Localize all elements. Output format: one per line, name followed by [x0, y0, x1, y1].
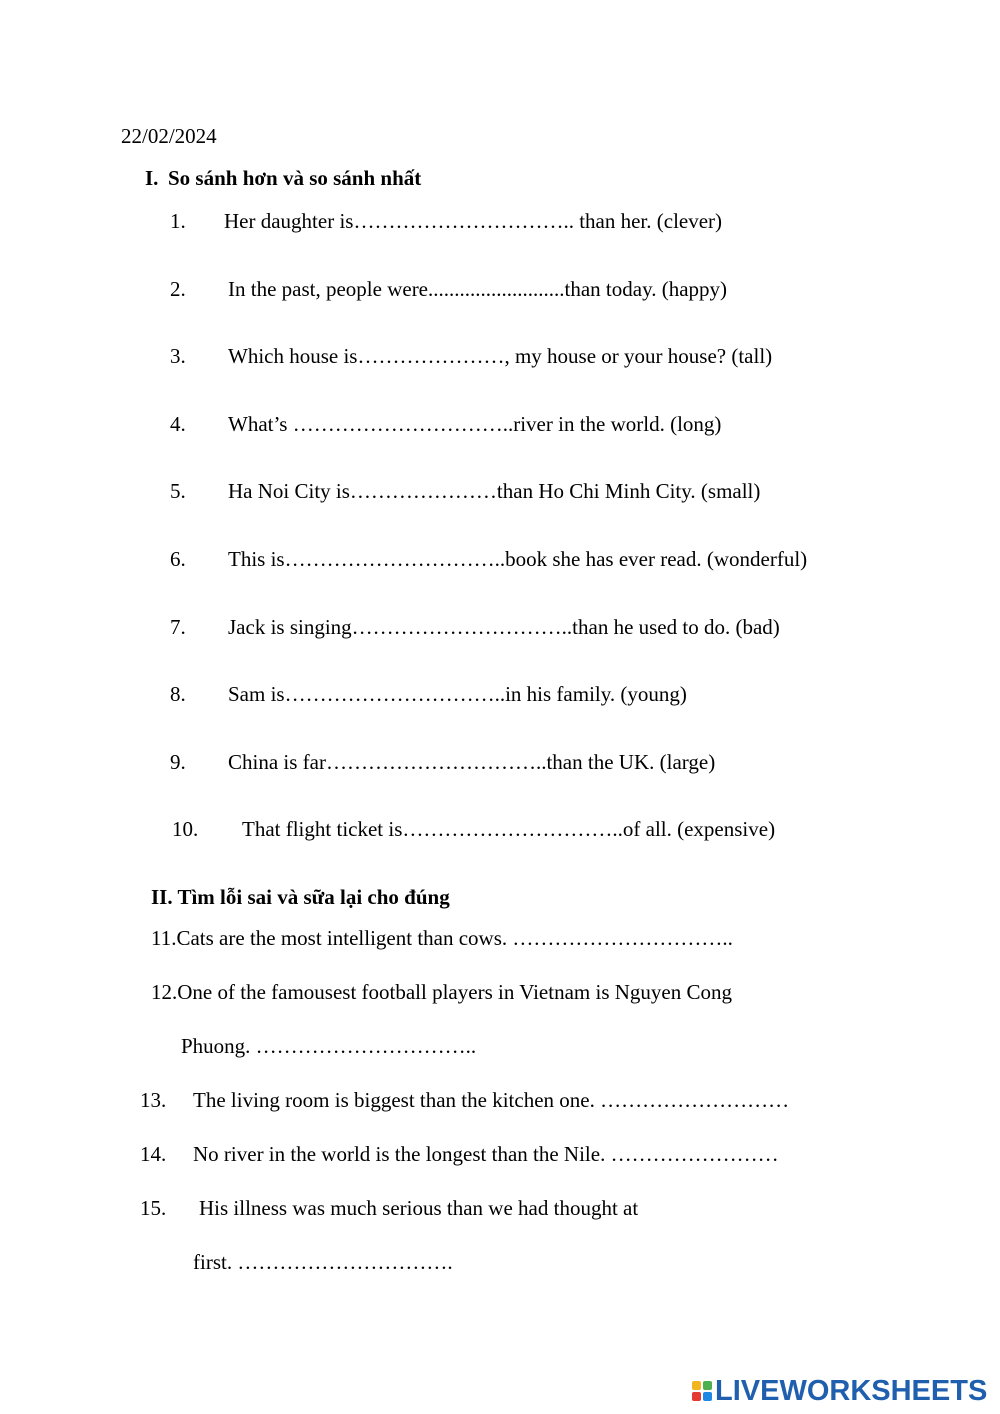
logo-square-1 — [692, 1381, 701, 1390]
item-14-number: 14. — [140, 1142, 167, 1166]
item-5-text: Ha Noi City is…………………than Ho Chi Minh City. (small) — [228, 479, 761, 503]
date: 22/02/2024 — [121, 124, 217, 148]
item-1-number: 1. — [170, 209, 186, 233]
item-12-text: 12.One of the famousest football players in Vietnam is Nguyen Cong — [151, 980, 732, 1004]
item-5-number: 5. — [170, 479, 186, 503]
item-2-text: In the past, people were..........................than today. (happy) — [228, 277, 728, 301]
section-1-numeral: I. — [145, 166, 159, 190]
logo-square-4 — [703, 1392, 712, 1401]
item-3-text: Which house is…………………, my house or your house? (tall) — [228, 344, 773, 368]
item-4-text: What’s …………………………..river in the world. (long) — [228, 412, 722, 436]
item-6-number: 6. — [170, 547, 186, 571]
item-2-number: 2. — [170, 277, 186, 301]
item-7-number: 7. — [170, 615, 186, 639]
item-3-number: 3. — [170, 344, 186, 368]
section-2-title: II. Tìm lỗi sai và sữa lại cho đúng — [151, 885, 450, 909]
logo-square-2 — [703, 1381, 712, 1390]
section-1-title: So sánh hơn và so sánh nhất — [168, 166, 422, 190]
item-11-text: 11.Cats are the most intelligent than cows. ………………………….. — [151, 926, 733, 950]
item-13-number: 13. — [140, 1088, 167, 1112]
item-14-text: No river in the world is the longest than the Nile. …………………… — [193, 1142, 779, 1166]
item-10-text: That flight ticket is…………………………..of all. (expensive) — [242, 817, 776, 841]
item-7-text: Jack is singing…………………………..than he used to do. (bad) — [228, 615, 780, 639]
item-15-text: His illness was much serious than we had thought at — [199, 1196, 639, 1220]
item-4-number: 4. — [170, 412, 186, 436]
logo-text: LIVEWORKSHEETS — [715, 1374, 988, 1407]
item-10-number: 10. — [172, 817, 199, 841]
logo-grid-icon — [692, 1381, 712, 1401]
item-6-text: This is…………………………..book she has ever read. (wonderful) — [228, 547, 808, 571]
item-15-continuation: first. …………………………. — [193, 1250, 453, 1274]
item-1-text: Her daughter is………………………….. than her. (clever) — [224, 209, 723, 233]
item-12-continuation: Phuong. ………………………….. — [181, 1034, 477, 1058]
liveworksheets-logo — [692, 1374, 987, 1408]
item-9-text: China is far…………………………..than the UK. (large) — [228, 750, 716, 774]
item-15-number: 15. — [140, 1196, 167, 1220]
item-8-number: 8. — [170, 682, 186, 706]
item-13-text: The living room is biggest than the kitchen one. ……………………… — [193, 1088, 790, 1112]
item-8-text: Sam is…………………………..in his family. (young) — [228, 682, 687, 706]
item-9-number: 9. — [170, 750, 186, 774]
logo-square-3 — [692, 1392, 701, 1401]
